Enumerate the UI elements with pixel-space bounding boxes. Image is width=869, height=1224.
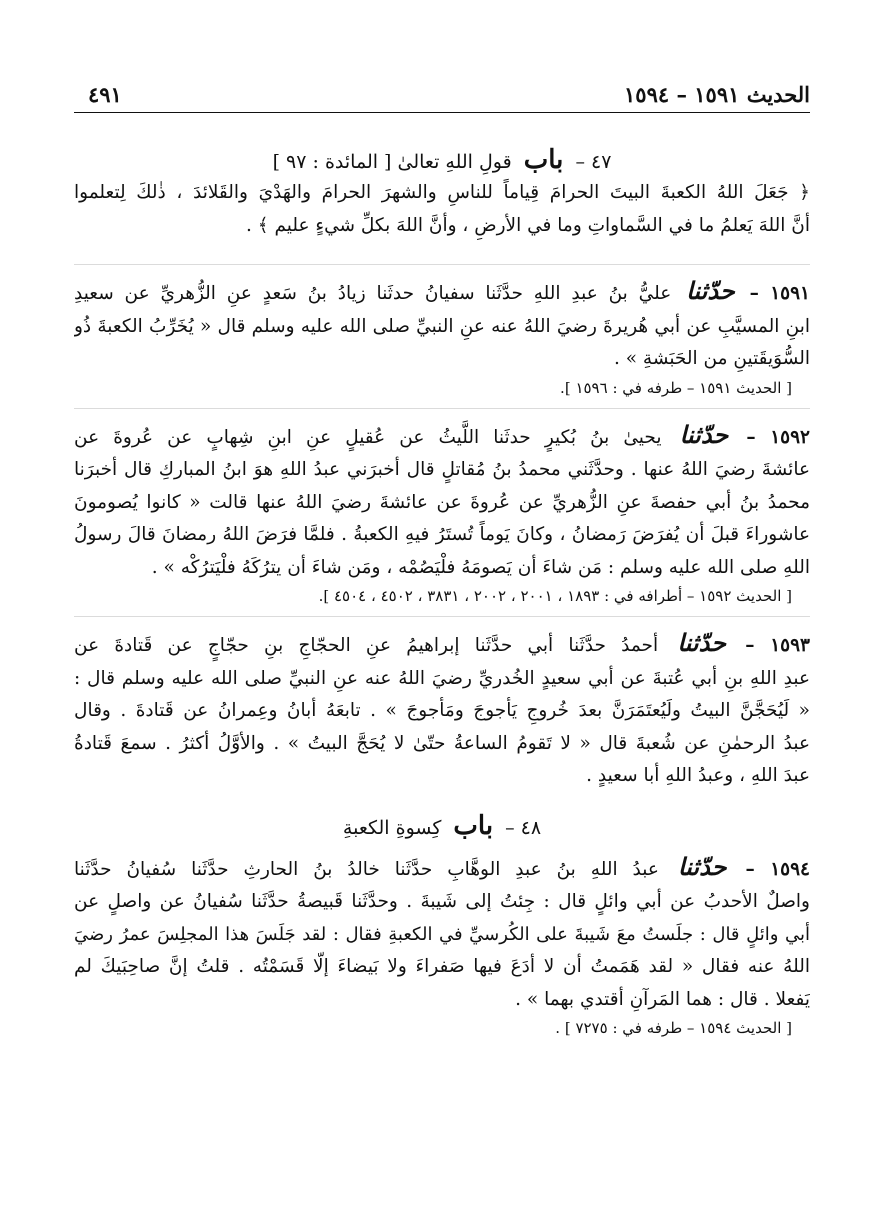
text-line: ﴿ جَعَلَ اللهُ الكعبةَ البيتَ الحرامَ قِياماً للناسِ والشهرَ الحرامَ والهَدْيَ والقَلائدَ ، ذٰلكَ لِتعلموا [74, 182, 810, 203]
chapter-title: كِسوةِ الكعبةِ [342, 816, 442, 839]
divider [74, 616, 810, 617]
hadith-1592 [74, 419, 810, 585]
hadith-number: ١٥٩٢ – [746, 426, 810, 448]
text-line: عبدَ اللهِ ، وعبدُ اللهِ أبا سعيدٍ . [586, 765, 810, 786]
text-line [74, 275, 810, 311]
chapter-47-heading [74, 145, 810, 177]
chapter-48-heading [74, 811, 810, 843]
text-line: « لَيُحَجَّنَّ البيتُ ولَيُعتَمَرَنَّ بعدَ خُروجِ يَأجوجَ ومَأجوجَ » . تابعَهُ أبانُ وعِمرانُ عن قَتادةَ . وقال [74, 700, 810, 721]
text-line: عبدُ الرحمٰنِ عن شُعبةَ قال « لا تَقومُ الساعةُ حتّىٰ لا يُحَجَّ البيتُ » . والأوَّلُ أكثرُ . سمعَ قَتادةُ [74, 732, 810, 754]
text-line: عاشوراءَ قبلَ أن يُفرَضَ رَمضانُ ، وكانَ يَوماً تُستَرُ فيهِ الكعبةُ . فلمَّا فرَضَ اللهُ رمضانَ قالَ رسولُ [74, 524, 810, 545]
text-line: أبي وائلٍ قال : جلَستُ معَ شَيبةَ على الكُرسيِّ في الكعبةِ فقال : لقد جَلَسَ هذا المجلِسَ عمرُ رضيَ [74, 923, 810, 945]
text-line: محمدُ بنُ أبي حفصةَ عنِ الزُّهريِّ عن عُروةَ عن عائشةَ رضيَ اللهُ عنها قالت « كانوا يُصومونَ [74, 491, 810, 513]
text-line: ابنِ المسيَّبِ عن أبي هُريرةَ رضيَ اللهُ عنه عنِ النبيِّ صلى الله عليه وسلم قال « يُخَرِّبُ الكعبةَ ذُو [74, 315, 810, 337]
hadith-text: عبدُ اللهِ بنُ عبدِ الوهَّابِ حدَّثَنا خالدُ بنُ الحارثِ حدَّثَنا سُفيانُ حدَّثَنا [74, 858, 659, 880]
hadith-reference: [ الحديث ١٥٩٢ – أطرافه في : ١٨٩٣ ، ٢٠٠١ ، ٢٠٠٢ ، ٣٨٣١ ، ٤٥٠٢ ، ٤٥٠٤ ]. [318, 587, 792, 605]
hadith-number: ١٥٩٣ – [745, 635, 810, 656]
page-header [74, 78, 810, 113]
text-line [74, 419, 810, 455]
page-number: ٤٩١ [88, 82, 122, 107]
text-line: اللهُ عنه فقال « لقد هَمَمتُ أن لا أدَعَ فيها صَفراءَ ولا بَيضاءَ إلّا قَسَمْتُه . قلتُ إنَّ صاحِبَيكَ لم [74, 956, 810, 977]
divider [74, 408, 810, 409]
chapter-number: ٤٨ – [505, 816, 542, 839]
text-line: عائشةَ رضيَ اللهُ عنها . وحدَّثَني محمدُ بنُ مُقاتلٍ قال أخبرَني عبدُ اللهِ هوَ ابنُ المباركِ قال أخبرَنا [74, 459, 810, 480]
text-line: واصلٌ الأحدبُ عن أبي وائلٍ قال : جِئتُ إلى شَيبةَ . وحدَّثَنا قَبيصةُ حدَّثَنا سُفيانُ عن واصلٍ عن [74, 891, 810, 912]
hadith-1591 [74, 275, 810, 376]
text-line: أنَّ اللهَ يَعلمُ ما في السَّماواتِ وما في الأرضِ ، وأنَّ اللهَ بكلِّ شيءٍ عليم ﴾ . [245, 214, 810, 236]
haddathana-word: حدّثنا [677, 851, 727, 881]
haddathana-word: حدّثنا [677, 628, 726, 657]
hadith-text: يحيىٰ بنُ بُكيرٍ حدثَنا اللَّيثُ عن عُقيلٍ عنِ ابنِ شِهابٍ عن عُروةَ عن [74, 426, 662, 448]
text-line: عبدِ اللهِ بنِ أبي عُتبةَ عن أبي سعيدٍ الخُدريِّ رضيَ اللهُ عنه عنِ النبيِّ صلى الله عليه وسلم قال : [74, 667, 810, 689]
text-line: يَفعلا . قال : هما المَرآنِ أقتدي بهما » . [515, 988, 810, 1010]
chapter-title: قولِ اللهِ تعالىٰ [ المائدة : ٩٧ ] [272, 151, 512, 173]
hadith-1593 [74, 627, 810, 793]
hadith-text: أحمدُ حدَّثَنا أبي حدَّثَنا إبراهيمُ عنِ الحجّاجِ بنِ حجّاجٍ عن قَتادةَ عن [74, 635, 659, 656]
hadith-number: ١٥٩٤ – [745, 858, 810, 880]
hadith-1594 [74, 851, 810, 1017]
hadith-text: عليُّ بنُ عبدِ اللهِ حدَّثَنا سفيانُ حدثَنا زيادُ بنُ سَعدٍ عنِ الزُّهريِّ عن سعيدِ [74, 283, 672, 304]
text-line [74, 851, 810, 887]
running-title: الحديث ١٥٩١ – ١٥٩٤ [624, 82, 810, 107]
bab-label: باب [523, 145, 564, 175]
quran-verse [74, 177, 810, 242]
haddathana-word: حدّثنا [679, 419, 729, 449]
text-line: اللهِ صلى الله عليه وسلم : مَن شاءَ أن يَصومَهُ فلْيَصُمْه ، ومَن شاءَ أن يترُكَهُ فلْيَترُكْه » . [151, 556, 810, 578]
divider [74, 264, 810, 265]
haddathana-word: حدّثنا [686, 276, 735, 305]
hadith-number: ١٥٩١ – [749, 283, 810, 304]
chapter-number: ٤٧ – [575, 151, 612, 173]
text-line [74, 627, 810, 663]
hadith-reference: [ الحديث ١٥٩١ – طرفه في : ١٥٩٦ ]. [560, 378, 792, 397]
document-page [74, 78, 810, 1040]
hadith-reference: [ الحديث ١٥٩٤ – طرفه في : ٧٢٧٥ ] . [555, 1019, 792, 1037]
bab-label: باب [453, 810, 494, 841]
text-line: السُّوَيقَتينِ من الحَبَشةِ » . [613, 348, 810, 369]
